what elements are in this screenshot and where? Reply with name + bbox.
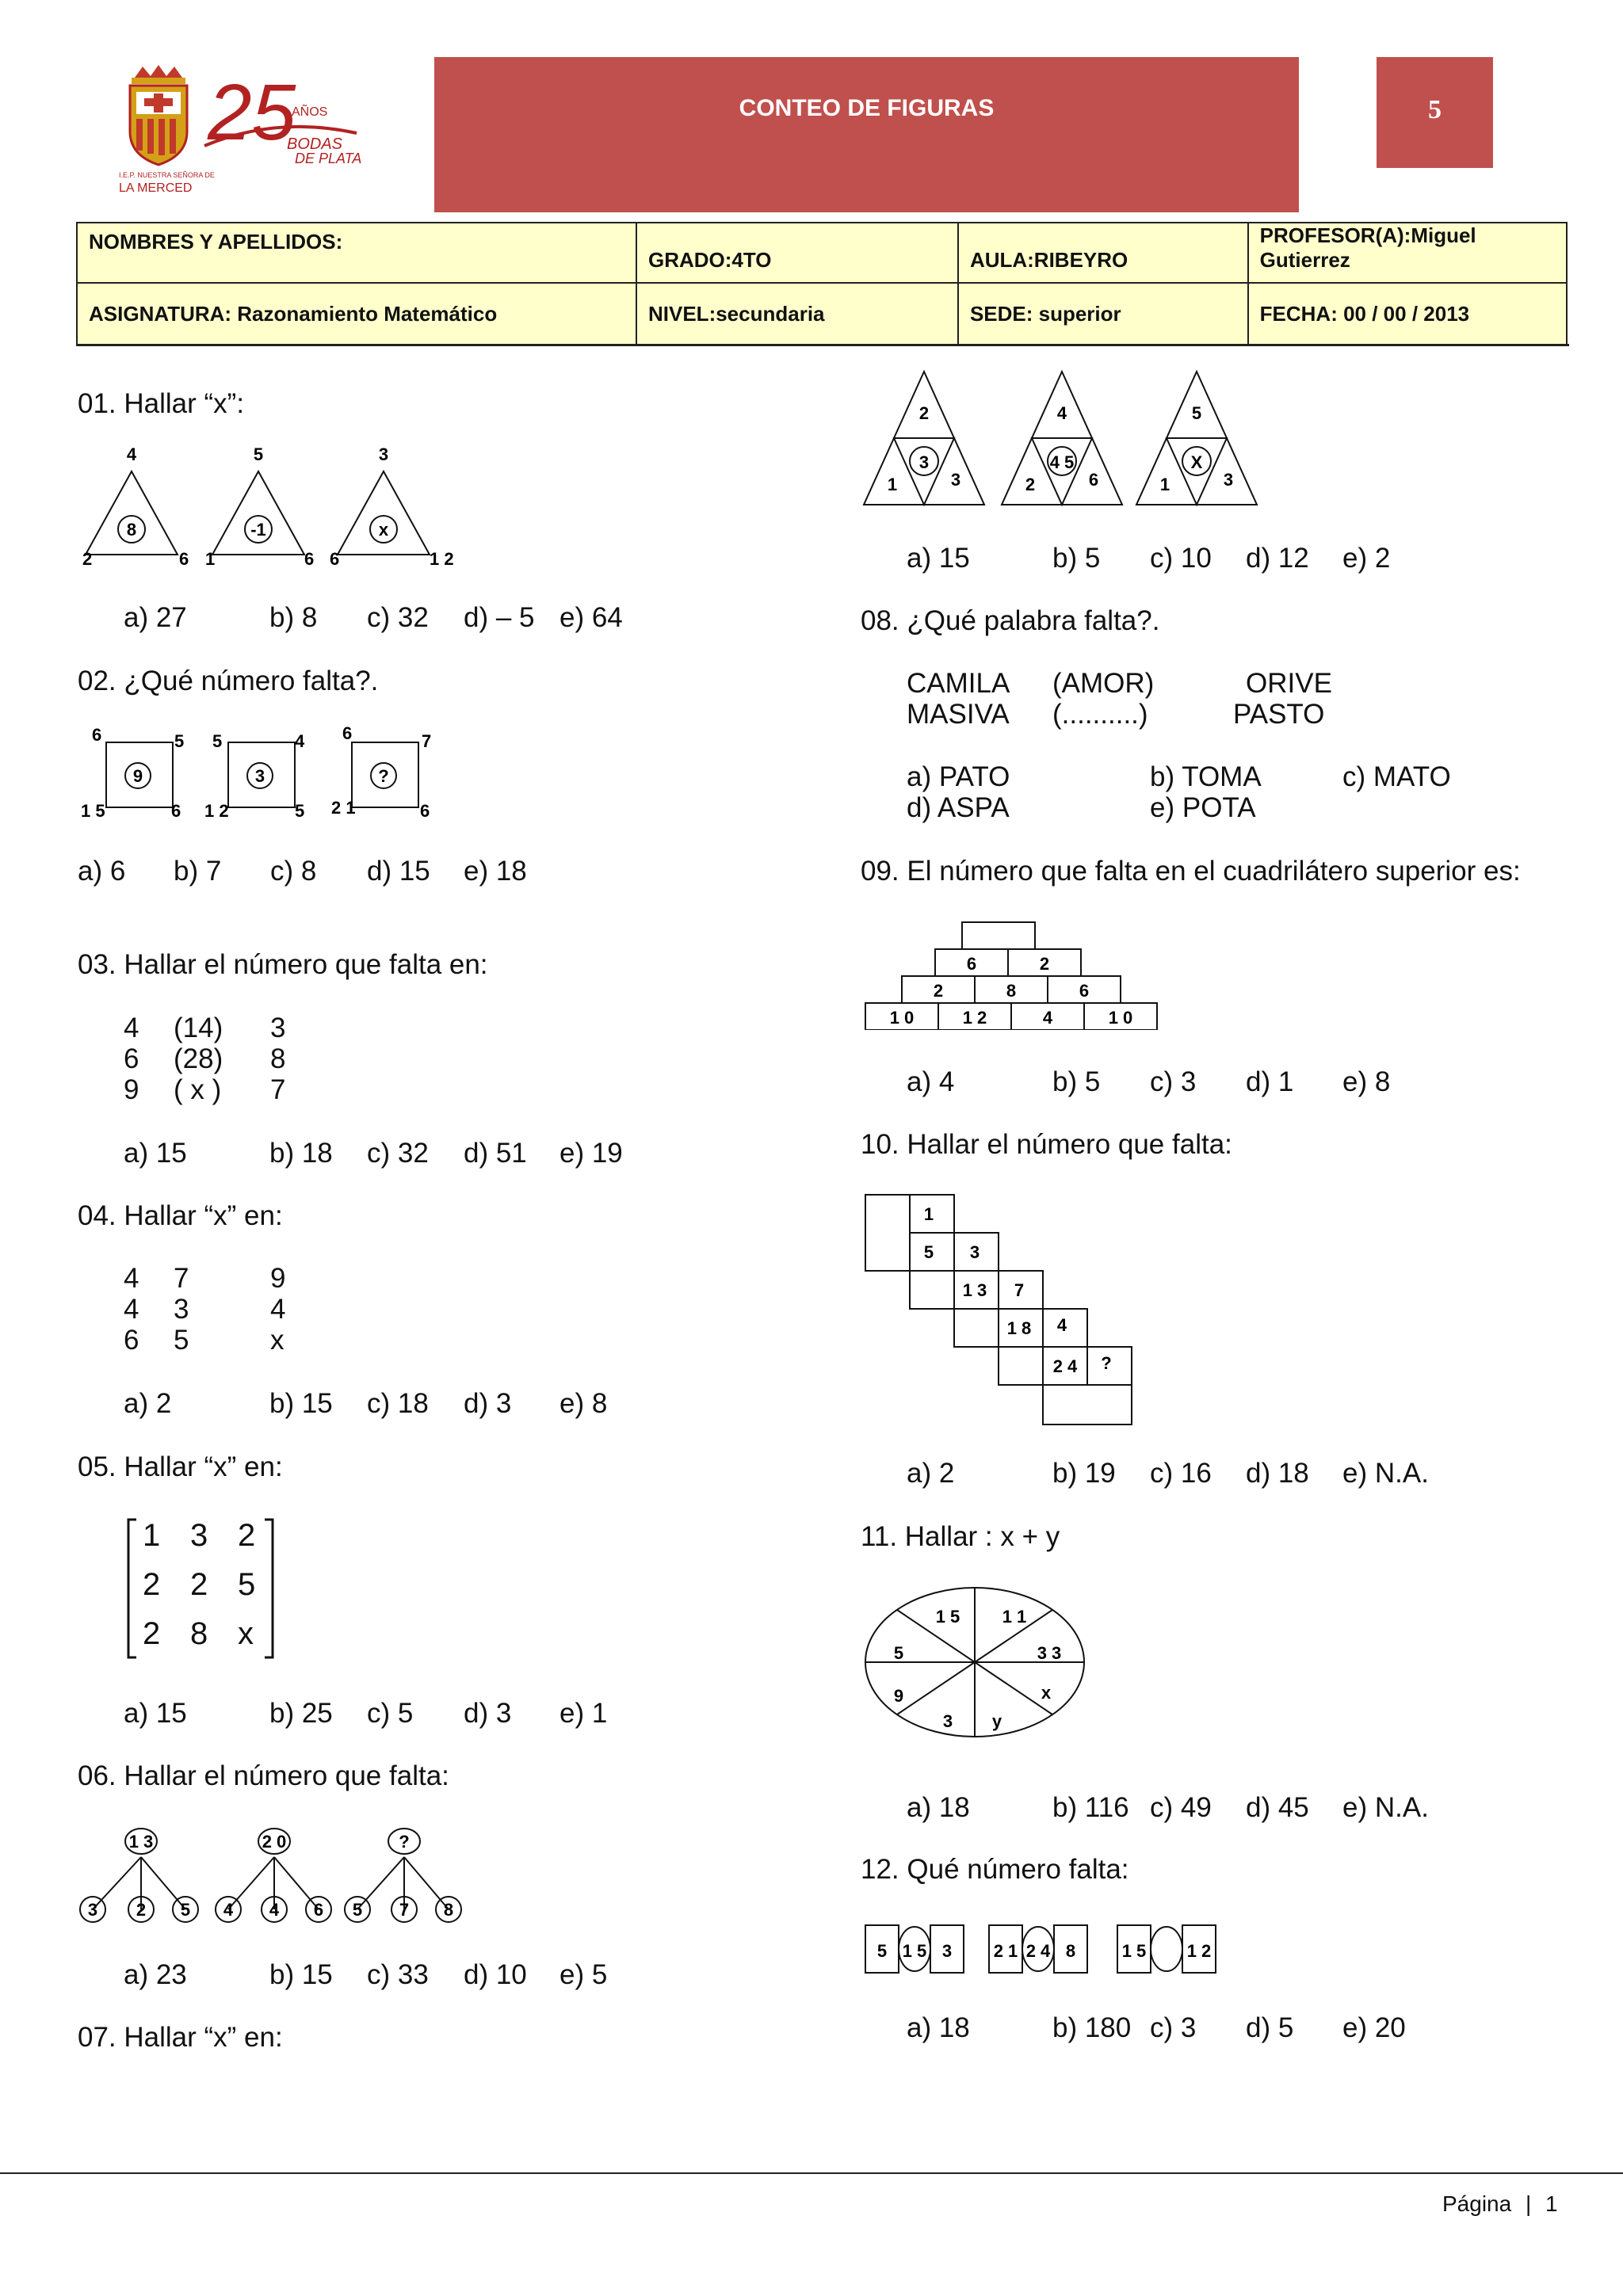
q9-option-d: d) 1	[1246, 1066, 1294, 1097]
page-footer	[1442, 2191, 1558, 2218]
q3-option-a: a) 15	[124, 1138, 187, 1169]
q1-option-d: d) – 5	[464, 602, 535, 633]
q3-cell: 8	[270, 1043, 286, 1074]
q12-option-d: d) 5	[1246, 2012, 1294, 2043]
q12-option-a: a) 18	[907, 2012, 970, 2043]
svg-text:2: 2	[82, 549, 93, 569]
q4-title: 04. Hallar “x” en:	[78, 1200, 283, 1231]
q10-option-e: e) N.A.	[1342, 1458, 1429, 1489]
q8-option-c: c) MATO	[1342, 761, 1451, 792]
svg-text:-1: -1	[250, 520, 266, 540]
q5-option-a: a) 15	[124, 1698, 187, 1729]
q3-option-c: c) 32	[367, 1138, 429, 1169]
svg-text:5: 5	[893, 1643, 904, 1663]
svg-text:y: y	[991, 1711, 1002, 1731]
q6-option-c: c) 33	[367, 1959, 429, 1990]
q12-option-c: c) 3	[1150, 2012, 1197, 2043]
q4-option-a: a) 2	[124, 1388, 172, 1419]
q1-option-a: a) 27	[124, 602, 187, 633]
q9-option-c: c) 3	[1150, 1066, 1197, 1097]
q11-option-e: e) N.A.	[1342, 1792, 1429, 1823]
svg-text:8: 8	[1006, 981, 1017, 1001]
svg-text:7: 7	[1014, 1280, 1025, 1300]
svg-text:2: 2	[136, 1900, 147, 1920]
title-banner	[434, 57, 1299, 212]
svg-text:3: 3	[254, 766, 265, 786]
q8-option-e: e) POTA	[1150, 792, 1256, 823]
svg-text:6: 6	[330, 549, 340, 569]
q2-option-d: d) 15	[367, 856, 430, 887]
svg-text:?: ?	[1101, 1353, 1112, 1373]
q11-option-c: c) 49	[1150, 1792, 1212, 1823]
svg-text:3: 3	[941, 1941, 953, 1961]
svg-text:9: 9	[132, 766, 143, 786]
q5-option-b: b) 25	[269, 1698, 333, 1729]
profesor-field: PROFESOR(A):Miguel Gutierrez	[1248, 223, 1567, 283]
svg-text:5: 5	[295, 801, 305, 821]
q4-cell: 9	[270, 1263, 286, 1294]
q6-option-d: d) 10	[464, 1959, 527, 1990]
q3-option-d: d) 51	[464, 1138, 527, 1169]
svg-text:1 1: 1 1	[1002, 1607, 1027, 1627]
q8-word: MASIVA	[907, 699, 1010, 730]
q5-matrix-cell: 2	[190, 1567, 208, 1602]
svg-text:5: 5	[174, 731, 185, 751]
svg-text:BODAS: BODAS	[287, 135, 343, 153]
svg-text:1: 1	[887, 475, 898, 494]
nombres-field[interactable]: NOMBRES Y APELLIDOS:	[77, 223, 636, 283]
svg-text:2: 2	[1025, 475, 1036, 494]
svg-text:3: 3	[378, 448, 389, 464]
svg-text:1: 1	[923, 1204, 934, 1224]
q3-title: 03. Hallar el número que falta en:	[78, 949, 488, 980]
q1-option-b: b) 8	[269, 602, 318, 633]
svg-text:6: 6	[179, 549, 189, 569]
svg-text:6: 6	[171, 801, 181, 821]
svg-text:1 5: 1 5	[1121, 1941, 1147, 1961]
svg-text:3 3: 3 3	[1037, 1643, 1062, 1663]
svg-text:6: 6	[342, 725, 353, 743]
svg-text:X: X	[1190, 452, 1203, 472]
q10-option-d: d) 18	[1246, 1458, 1309, 1489]
svg-text:3: 3	[942, 1711, 953, 1731]
q12-option-b: b) 180	[1052, 2012, 1132, 2043]
q8-word: PASTO	[1233, 699, 1325, 730]
svg-text:6: 6	[420, 801, 430, 821]
svg-text:5: 5	[212, 731, 223, 751]
q4-cell: 3	[174, 1294, 189, 1325]
svg-text:5: 5	[1191, 403, 1202, 423]
svg-text:4: 4	[1056, 403, 1067, 423]
header-divider	[76, 344, 1569, 346]
q10-title: 10. Hallar el número que falta:	[861, 1129, 1232, 1160]
q2-square-3	[331, 725, 431, 821]
svg-text:?: ?	[399, 1832, 410, 1852]
q8-word: (AMOR)	[1052, 668, 1155, 699]
footer-separator: |	[1525, 2191, 1532, 2216]
q11-option-a: a) 18	[907, 1792, 970, 1823]
q2-option-b: b) 7	[174, 856, 222, 887]
q7-option-e: e) 2	[1342, 543, 1391, 574]
q3-cell: (14)	[174, 1013, 223, 1043]
q7-option-a: a) 15	[907, 543, 970, 574]
school-crest-icon	[119, 60, 365, 195]
q11-option-d: d) 45	[1246, 1792, 1309, 1823]
svg-text:I.E.P. NUESTRA SEÑORA DE: I.E.P. NUESTRA SEÑORA DE	[119, 171, 215, 179]
q2-title: 02. ¿Qué número falta?.	[78, 666, 379, 696]
q8-word: ORIVE	[1246, 668, 1332, 699]
svg-text:6: 6	[304, 549, 315, 569]
q4-cell: 5	[174, 1325, 189, 1356]
q4-option-d: d) 3	[464, 1388, 512, 1419]
q5-matrix-cell: 8	[190, 1616, 208, 1651]
svg-text:AÑOS: AÑOS	[292, 105, 328, 119]
svg-text:1 3: 1 3	[962, 1280, 987, 1300]
q4-cell: 4	[124, 1294, 139, 1325]
q3-cell: 9	[124, 1074, 139, 1105]
svg-text:1 0: 1 0	[889, 1008, 915, 1028]
q9-option-b: b) 5	[1052, 1066, 1101, 1097]
q5-matrix-cell: 3	[190, 1518, 208, 1553]
svg-text:6: 6	[1088, 470, 1099, 490]
svg-text:1 8: 1 8	[1006, 1318, 1032, 1338]
svg-text:8: 8	[1065, 1941, 1076, 1961]
svg-text:2 1: 2 1	[331, 798, 356, 818]
q5-title: 05. Hallar “x” en:	[78, 1451, 283, 1482]
q5-matrix-cell: x	[238, 1616, 254, 1651]
q6-option-e: e) 5	[559, 1959, 608, 1990]
svg-text:6: 6	[313, 1900, 324, 1920]
nivel-field: NIVEL:secundaria	[636, 283, 958, 345]
q10-option-a: a) 2	[907, 1458, 955, 1489]
q3-cell: (28)	[174, 1043, 223, 1074]
q1-option-e: e) 64	[559, 602, 623, 633]
q5-matrix-cell: 2	[143, 1567, 161, 1602]
q3-cell: ( x )	[174, 1074, 222, 1105]
q2-square-2	[204, 731, 305, 821]
q3-cell: 6	[124, 1043, 139, 1074]
q8-option-a: a) PATO	[907, 761, 1010, 792]
q6-option-a: a) 23	[124, 1959, 187, 1990]
svg-text:1 0: 1 0	[1108, 1008, 1133, 1028]
q1-triangles	[76, 448, 472, 574]
q9-option-e: e) 8	[1342, 1066, 1391, 1097]
svg-text:2: 2	[933, 981, 944, 1001]
q12-title: 12. Qué número falta:	[861, 1854, 1129, 1885]
svg-text:4: 4	[269, 1900, 280, 1920]
q2-option-e: e) 18	[464, 856, 527, 887]
q8-option-d: d) ASPA	[907, 792, 1010, 823]
asignatura-field: ASIGNATURA: Razonamiento Matemático	[77, 283, 636, 345]
svg-text:7: 7	[399, 1900, 410, 1920]
svg-text:4 5: 4 5	[1049, 452, 1075, 472]
svg-text:2 4: 2 4	[1025, 1941, 1051, 1961]
svg-text:5: 5	[876, 1941, 888, 1961]
q8-title: 08. ¿Qué palabra falta?.	[861, 605, 1160, 636]
q3-cell: 3	[270, 1013, 286, 1043]
svg-text:1 2: 1 2	[430, 549, 454, 569]
svg-text:6: 6	[92, 725, 102, 745]
svg-text:2: 2	[918, 403, 930, 423]
fecha-field: FECHA: 00 / 00 / 2013	[1248, 283, 1567, 345]
page-title: CONTEO DE FIGURAS	[739, 95, 995, 121]
q9-title: 09. El número que falta en el cuadrilátero superior es:	[861, 856, 1521, 887]
svg-text:4: 4	[126, 448, 137, 464]
page-number-box	[1377, 57, 1493, 168]
svg-text:1 2: 1 2	[962, 1008, 987, 1028]
q9-pyramid	[862, 919, 1163, 1030]
q6-option-b: b) 15	[269, 1959, 333, 1990]
svg-text:1: 1	[205, 549, 216, 569]
school-logo	[119, 60, 365, 195]
q4-cell: 4	[124, 1263, 139, 1294]
svg-text:8: 8	[126, 520, 137, 540]
q9-option-a: a) 4	[907, 1066, 955, 1097]
svg-text:5: 5	[253, 448, 264, 464]
svg-text:3: 3	[1223, 470, 1234, 490]
q5-matrix-cell: 1	[143, 1518, 161, 1553]
svg-text:2: 2	[1039, 954, 1050, 974]
q7-option-b: b) 5	[1052, 543, 1101, 574]
q5-matrix-cell: 2	[143, 1616, 161, 1651]
q6-title: 06. Hallar el número que falta:	[78, 1760, 449, 1791]
svg-text:1 5: 1 5	[81, 801, 105, 821]
svg-text:9: 9	[893, 1686, 904, 1706]
svg-text:2 0: 2 0	[262, 1832, 287, 1852]
svg-text:1 5: 1 5	[902, 1941, 927, 1961]
footer-divider	[0, 2172, 1623, 2174]
svg-text:4: 4	[223, 1900, 234, 1920]
q5-matrix-cell: 2	[238, 1518, 256, 1553]
q11-title: 11. Hallar : x + y	[861, 1521, 1060, 1552]
svg-text:1 2: 1 2	[1186, 1941, 1212, 1961]
svg-text:3: 3	[918, 452, 930, 472]
q7-option-c: c) 10	[1150, 543, 1212, 574]
q10-option-c: c) 16	[1150, 1458, 1212, 1489]
svg-text:1 2: 1 2	[204, 801, 229, 821]
svg-text:5: 5	[180, 1900, 191, 1920]
q4-cell: x	[270, 1325, 285, 1356]
q2-option-c: c) 8	[270, 856, 317, 887]
q4-option-e: e) 8	[559, 1388, 608, 1419]
q2-square-1	[81, 725, 184, 821]
student-info-table	[76, 222, 1568, 345]
q5-option-c: c) 5	[367, 1698, 414, 1729]
q4-cell: 4	[270, 1294, 286, 1325]
svg-text:DE PLATA: DE PLATA	[295, 151, 362, 166]
svg-text:1 3: 1 3	[128, 1832, 154, 1852]
footer-page-number: 1	[1545, 2191, 1558, 2216]
sede-field: SEDE: superior	[958, 283, 1248, 345]
q5-option-e: e) 1	[559, 1698, 608, 1729]
svg-text:x: x	[378, 520, 389, 540]
grado-field: GRADO:4TO	[636, 223, 958, 283]
svg-text:6: 6	[1079, 981, 1090, 1001]
q3-cell: 4	[124, 1013, 139, 1043]
q6-trees	[76, 1822, 488, 1933]
q1-triangle-3	[330, 448, 454, 569]
svg-text:1 5: 1 5	[935, 1607, 960, 1627]
q5-matrix-cell: 5	[238, 1567, 256, 1602]
svg-text:3: 3	[87, 1900, 98, 1920]
q8-option-b: b) TOMA	[1150, 761, 1262, 792]
q1-title: 01. Hallar “x”:	[78, 388, 245, 419]
q7-title: 07. Hallar “x” en:	[78, 2022, 283, 2053]
q3-option-b: b) 18	[269, 1138, 333, 1169]
svg-text:LA MERCED: LA MERCED	[119, 181, 193, 195]
svg-text:3: 3	[950, 470, 961, 490]
svg-text:5: 5	[923, 1242, 934, 1262]
q12-option-e: e) 20	[1342, 2012, 1406, 2043]
q2-option-a: a) 6	[78, 856, 126, 887]
svg-text:1: 1	[1159, 475, 1170, 494]
q10-stair-grid	[862, 1192, 1140, 1429]
svg-text:?: ?	[378, 766, 389, 786]
svg-text:3: 3	[969, 1242, 980, 1262]
q1-option-c: c) 32	[367, 602, 429, 633]
svg-text:4: 4	[1042, 1008, 1053, 1028]
q8-word: CAMILA	[907, 668, 1010, 699]
svg-text:7: 7	[422, 731, 432, 751]
q4-option-c: c) 18	[367, 1388, 429, 1419]
q5-option-d: d) 3	[464, 1698, 512, 1729]
q12-figures	[862, 1917, 1227, 1981]
q4-cell: 6	[124, 1325, 139, 1356]
q3-cell: 7	[270, 1074, 286, 1105]
svg-text:2 4: 2 4	[1052, 1356, 1078, 1376]
svg-text:4: 4	[295, 731, 305, 751]
q7-triangles	[862, 368, 1274, 511]
q4-cell: 7	[174, 1263, 189, 1294]
q3-option-e: e) 19	[559, 1138, 623, 1169]
q1-triangle-1	[82, 448, 189, 569]
svg-text:6: 6	[966, 954, 977, 974]
svg-text:8: 8	[443, 1900, 454, 1920]
q2-squares	[76, 725, 472, 828]
svg-text:x: x	[1041, 1683, 1052, 1703]
q11-ellipse	[862, 1585, 1092, 1743]
svg-text:2 1: 2 1	[993, 1941, 1018, 1961]
q11-option-b: b) 116	[1052, 1792, 1129, 1823]
q1-triangle-2	[205, 448, 314, 569]
svg-text:5: 5	[352, 1900, 363, 1920]
q4-option-b: b) 15	[269, 1388, 333, 1419]
q8-word: (..........)	[1052, 699, 1148, 730]
q10-option-b: b) 19	[1052, 1458, 1116, 1489]
aula-field: AULA:RIBEYRO	[958, 223, 1248, 283]
svg-text:25: 25	[208, 68, 296, 157]
svg-text:4: 4	[1056, 1315, 1067, 1335]
page-number: 5	[1428, 95, 1442, 124]
footer-label: Página	[1442, 2191, 1512, 2216]
q7-option-d: d) 12	[1246, 543, 1309, 574]
